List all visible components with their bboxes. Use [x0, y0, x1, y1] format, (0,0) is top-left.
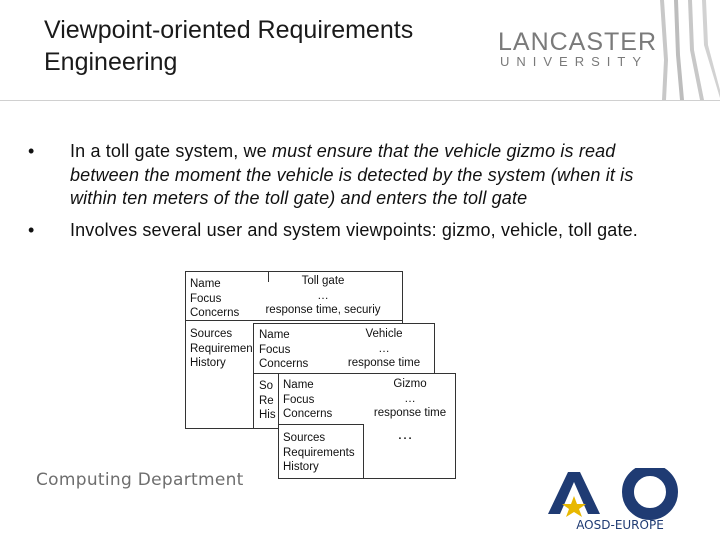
value-focus: …: [378, 342, 390, 355]
viewpoint-values: [334, 327, 434, 371]
value-name: Toll gate: [301, 275, 345, 287]
label-focus: Focus: [283, 393, 315, 406]
label-sources: Sources: [283, 432, 326, 444]
label-history: History: [190, 357, 226, 369]
value-focus: …: [317, 289, 329, 302]
label-focus: Focus: [259, 343, 291, 356]
card-separator: [363, 424, 364, 478]
bullet-text-emphasis: must ensure that the vehicle gizmo is read between the moment the vehicle is detected by the system (when it is within ten meters of the toll gate) and enters the toll gate: [70, 141, 634, 208]
value-extra: …: [397, 426, 413, 443]
viewpoint-lower-labels: [259, 379, 276, 423]
logo-stripes-icon: [650, 0, 720, 100]
label-concerns: Concerns: [283, 408, 333, 420]
value-name: Vehicle: [365, 328, 403, 340]
card-separator: [186, 320, 402, 321]
slide-title-line2: Engineering: [44, 48, 178, 76]
label-focus: Focus: [190, 292, 222, 305]
label-requirements: Requirements: [283, 446, 355, 459]
viewpoint-card-gizmo: [278, 373, 456, 479]
label-history: His: [259, 409, 276, 421]
label-name: Name: [190, 278, 221, 290]
bullet-text: Involves several user and system viewpoints: gizmo, vehicle, toll gate.: [70, 219, 638, 240]
logo-word-university: UNIVERSITY: [500, 54, 649, 69]
aosd-logo-icon: [540, 468, 700, 538]
label-requirements: Re: [259, 394, 274, 407]
slide-title: [44, 14, 484, 78]
viewpoint-lower-labels: [190, 327, 253, 371]
viewpoint-labels: [259, 328, 308, 372]
aosd-logo-label: AOSD-EUROPE: [576, 518, 664, 532]
label-history: History: [283, 461, 319, 473]
value-concerns: response time, securiy: [265, 304, 381, 316]
aosd-europe-logo: [540, 468, 700, 538]
label-name: Name: [283, 379, 314, 391]
label-concerns: Concerns: [190, 307, 240, 319]
bullet-marker: •: [28, 219, 35, 240]
header-divider: [0, 100, 720, 101]
viewpoint-lower-labels: [283, 431, 355, 475]
label-sources: Sources: [190, 328, 233, 340]
bullet-text: In a toll gate system, we: [70, 141, 272, 161]
slide-title-line1: Viewpoint-oriented Requirements: [44, 16, 414, 44]
bullet-item: [28, 219, 678, 243]
value-concerns: response time: [347, 357, 421, 369]
footer-department: Computing Department: [36, 470, 244, 490]
value-focus: …: [404, 392, 416, 405]
viewpoint-values: [248, 274, 398, 318]
label-sources: So: [259, 380, 274, 392]
bullet-list: [28, 140, 678, 242]
value-concerns: response time: [373, 407, 447, 419]
viewpoint-labels: [283, 378, 332, 422]
label-requirements: Requiremen: [190, 342, 253, 355]
lancaster-logo: [490, 0, 720, 100]
label-name: Name: [259, 329, 290, 341]
value-name: Gizmo: [393, 378, 427, 390]
logo-word-lancaster: LANCASTER: [498, 28, 658, 56]
bullet-item: [28, 140, 678, 211]
card-separator: [268, 272, 269, 282]
card-separator: [279, 424, 363, 425]
bullet-marker: •: [28, 141, 35, 161]
viewpoint-labels: [190, 277, 239, 321]
viewpoint-values: [365, 377, 455, 421]
label-concerns: Concerns: [259, 358, 309, 370]
